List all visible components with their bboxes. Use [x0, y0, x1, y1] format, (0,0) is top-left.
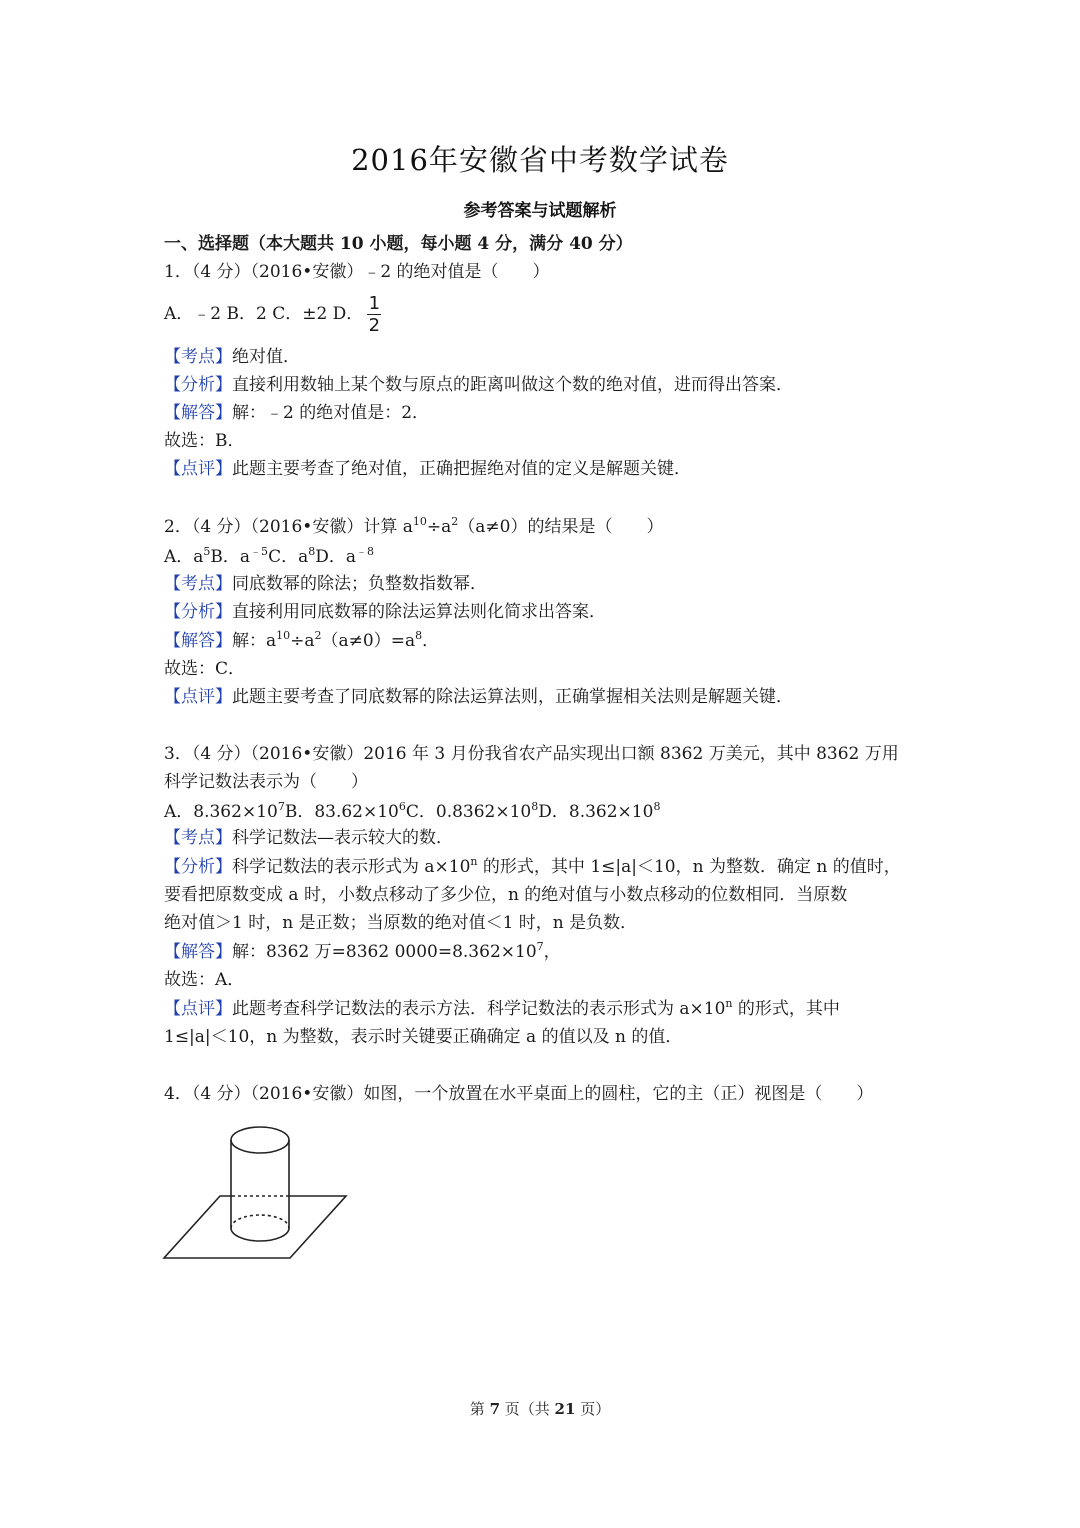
tag-jieda: 【解答】: [164, 631, 232, 651]
q3-stem-line1: 3．（4 分）（2016•安徽）2016 年 3 月份我省农产品实现出口额 8362 万美元，其中 8362 万用: [164, 744, 899, 764]
q3-option-c: C．0.8362×10: [405, 802, 532, 822]
q2-dianping-text: 此题主要考查了同底数幂的除法运算法则，正确掌握相关法则是解题关键．: [232, 687, 793, 707]
q3-answer: 故选：A．: [164, 970, 245, 990]
q1-dianping-text: 此题主要考查了绝对值，正确把握绝对值的定义是解题关键．: [232, 459, 691, 479]
footer-text: 第: [469, 1400, 490, 1418]
cylinder-bottom-back: [231, 1215, 289, 1228]
page-subtitle: 参考答案与试题解析: [463, 201, 617, 221]
tag-kaodian: 【考点】: [164, 828, 232, 848]
q1-jieda: [164, 401, 429, 425]
q3-fenxi-line2: 要看把原数变成 a 时，小数点移动了多少位，n 的绝对值与小数点移动的位数相同．当原数: [164, 885, 848, 905]
q3-dianping-exponent: n: [725, 997, 733, 1010]
q3-fenxi-line3: 绝对值＞1 时，n 是正数；当原数的绝对值＜1 时，n 是负数．: [164, 913, 638, 933]
q3-option-b: B．83.62×10: [284, 802, 399, 822]
table-plane: [164, 1196, 346, 1258]
q1-fenxi: [164, 373, 793, 397]
q3-dianping-part: 此题考查科学记数法的表示方法．科学记数法的表示形式为 a×10: [232, 999, 726, 1019]
footer-text: 页）: [575, 1400, 611, 1418]
q2-kaodian: [164, 572, 487, 596]
tag-dianping: 【点评】: [164, 687, 232, 707]
q2-answer: 故选：C．: [164, 659, 246, 679]
q3-stem-line2: 科学记数法表示为（ ）: [164, 772, 368, 792]
footer-text: 页（共: [500, 1400, 555, 1418]
tag-kaodian: 【考点】: [164, 574, 232, 594]
total-pages-number: 21: [554, 1400, 576, 1418]
q2-jieda-part: ．: [422, 631, 440, 651]
q2-options: [164, 545, 374, 569]
q2-jieda-exponent: 2: [314, 629, 322, 642]
q2-stem-exponent: 2: [451, 515, 459, 528]
q3-option-a: A．8.362×10: [164, 802, 278, 822]
q3-fenxi-line1: [164, 855, 901, 879]
q3-dianping-line1: [164, 997, 840, 1021]
q3-option-d-exponent: 8: [653, 800, 661, 813]
q1-kaodian: [164, 345, 300, 369]
q3-jieda-part: ，: [543, 942, 561, 962]
q3-option-b-exponent: 6: [398, 800, 406, 813]
q2-stem-part: ÷a: [426, 517, 452, 537]
q2-option-a: A．a: [164, 547, 204, 567]
q3-fenxi-part: 科学记数法的表示形式为 a×10: [232, 857, 471, 877]
q1-options: [164, 294, 381, 335]
tag-fenxi: 【分析】: [164, 375, 232, 395]
q3-options: [164, 800, 660, 824]
tag-dianping: 【点评】: [164, 999, 232, 1019]
current-page-number: 7: [489, 1400, 500, 1418]
q1-stem: 1．（4 分）（2016•安徽）﹣2 的绝对值是（ ）: [164, 262, 550, 282]
q3-jieda: [164, 940, 561, 964]
q4-stem: 4．（4 分）（2016•安徽）如图，一个放置在水平桌面上的圆柱，它的主（正）视图是（ ）: [164, 1084, 874, 1104]
tag-kaodian: 【考点】: [164, 347, 232, 367]
q2-jieda-exponent: 10: [276, 629, 291, 642]
q2-stem-part: 2．（4 分）（2016•安徽）计算 a: [164, 517, 413, 537]
q2-stem: [164, 515, 663, 539]
q3-fenxi-part: 的形式，其中 1≤|a|＜10，n 为整数．确定 n 的值时，: [477, 857, 901, 877]
q3-option-a-exponent: 7: [277, 800, 285, 813]
tag-jieda: 【解答】: [164, 403, 232, 423]
q2-jieda-exponent: 8: [415, 629, 423, 642]
q2-option-c-exponent: 8: [308, 545, 316, 558]
q1-options-text: A．﹣2 B．2 C．±2 D．: [164, 304, 364, 324]
q1-jieda-text: 解：﹣2 的绝对值是：2．: [232, 403, 430, 423]
tag-fenxi: 【分析】: [164, 857, 232, 877]
page-title: 2016年安徽省中考数学试卷: [351, 143, 729, 177]
q2-option-b: B．a: [210, 547, 251, 567]
q2-option-c: C．a: [268, 547, 309, 567]
section-heading: 一、选择题（本大题共 10 小题，每小题 4 分，满分 40 分）: [164, 234, 633, 254]
page-footer: [0, 1398, 1080, 1419]
cylinder-top: [231, 1127, 289, 1153]
q2-stem-exponent: 10: [412, 515, 427, 528]
q3-option-c-exponent: 8: [531, 800, 539, 813]
q3-dianping-line2: 1≤|a|＜10，n 为整数，表示时关键要正确确定 a 的值以及 n 的值．: [164, 1027, 683, 1047]
q2-fenxi-text: 直接利用同底数幂的除法运算法则化简求出答案．: [232, 602, 606, 622]
q1-fenxi-text: 直接利用数轴上某个数与原点的距离叫做这个数的绝对值，进而得出答案．: [232, 375, 793, 395]
cylinder-on-table-figure: [160, 1116, 360, 1266]
q2-jieda-part: （a≠0）=a: [321, 631, 416, 651]
q2-option-d: D．a: [315, 547, 356, 567]
q2-dianping: [164, 685, 793, 709]
cylinder-bottom-front: [231, 1228, 289, 1241]
q3-option-d: D．8.362×10: [538, 802, 654, 822]
q2-stem-part: （a≠0）的结果是（ ）: [458, 517, 664, 537]
q2-jieda-part: ÷a: [290, 631, 315, 651]
q3-jieda-exponent: 7: [536, 940, 544, 953]
q1-kaodian-text: 绝对值．: [232, 347, 300, 367]
q2-option-b-exponent: ﹣5: [250, 545, 269, 558]
q2-option-d-exponent: ﹣8: [355, 545, 374, 558]
q3-kaodian: [164, 826, 453, 850]
q1-dianping: [164, 457, 691, 481]
q2-jieda: [164, 629, 439, 653]
q3-jieda-part: 解：8362 万=8362 0000=8.362×10: [232, 942, 537, 962]
q3-fenxi-exponent: n: [470, 855, 478, 868]
q3-kaodian-text: 科学记数法—表示较大的数．: [232, 828, 453, 848]
fraction-denominator: 2: [368, 315, 381, 336]
q1-option-d-fraction: [367, 294, 381, 335]
q1-answer: 故选：B．: [164, 431, 245, 451]
tag-jieda: 【解答】: [164, 942, 232, 962]
q2-jieda-part: 解：a: [232, 631, 277, 651]
tag-fenxi: 【分析】: [164, 602, 232, 622]
q3-dianping-part: 的形式，其中: [732, 999, 840, 1019]
q2-kaodian-text: 同底数幂的除法；负整数指数幂．: [232, 574, 487, 594]
fraction-numerator: 1: [368, 293, 381, 314]
tag-dianping: 【点评】: [164, 459, 232, 479]
q2-option-a-exponent: 5: [203, 545, 211, 558]
q2-fenxi: [164, 600, 606, 624]
